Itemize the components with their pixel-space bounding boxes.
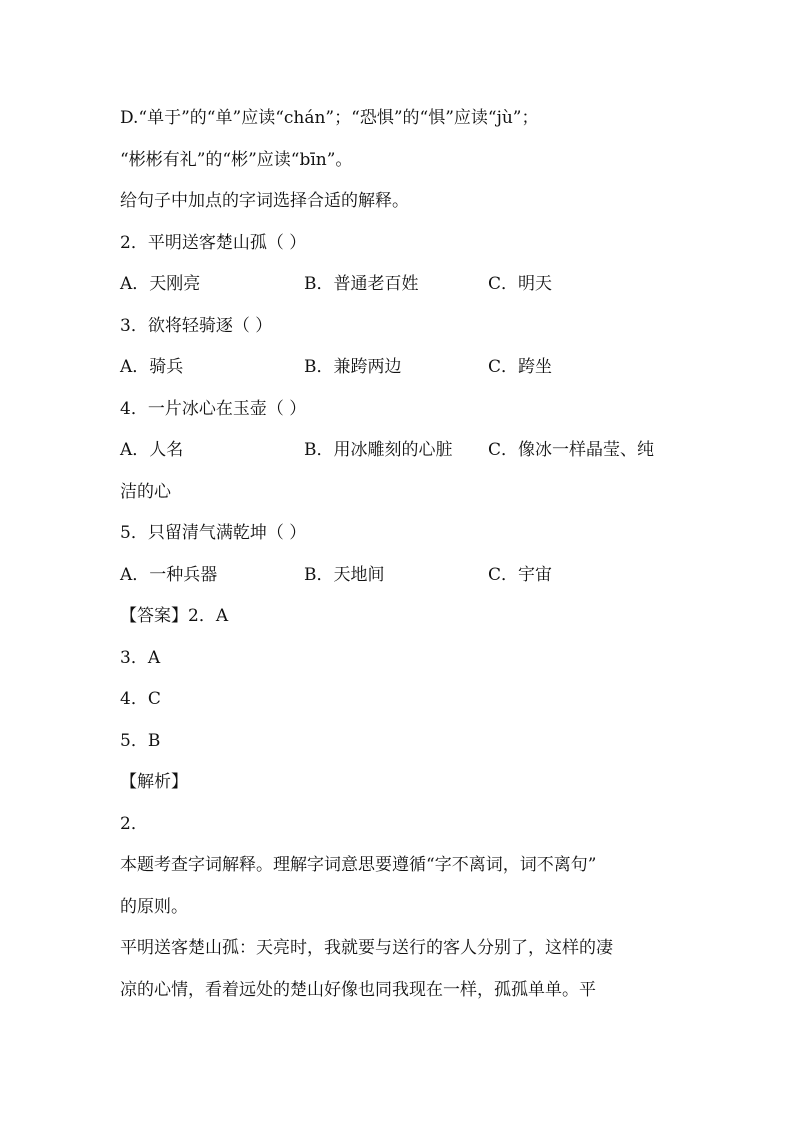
option-a: A．骑兵 (120, 357, 184, 377)
analysis-heading: 【解析】 (120, 772, 188, 792)
option-c: C．明天 (488, 274, 553, 294)
answer-item: 4．C (120, 689, 161, 709)
question-3-stem: 3．欲将轻骑逐（ ） (120, 316, 273, 336)
answer-heading: 【答案】2．A (120, 606, 229, 626)
answer-item: 5．B (120, 731, 161, 751)
analysis-number: 2． (120, 814, 148, 834)
option-c: C．像冰一样晶莹、纯 (488, 440, 655, 460)
analysis-paragraph-1: 本题考查字词解释。理解字词意思要遵循“字不离词，词不离句” (120, 855, 597, 875)
option-c: C．宇宙 (488, 565, 553, 585)
question-2-stem: 2．平明送客楚山孤（ ） (120, 233, 307, 253)
question-4-stem: 4．一片冰心在玉壶（ ） (120, 399, 307, 419)
instruction: 给句子中加点的字词选择合适的解释。 (120, 191, 409, 211)
analysis-paragraph-2: 平明送客楚山孤：天亮时，我就要与送行的客人分别了，这样的凄 (120, 938, 613, 958)
option-a: A．人名 (120, 440, 184, 460)
answer-item: 3．A (120, 648, 161, 668)
question-4-option-c-wrap: 洁的心 (120, 482, 171, 502)
question-5-stem: 5．只留清气满乾坤（ ） (120, 523, 307, 543)
option-a: A．一种兵器 (120, 565, 218, 585)
option-b: B．兼跨两边 (304, 357, 402, 377)
option-a: A．天刚亮 (120, 274, 201, 294)
option-b: B．普通老百姓 (304, 274, 419, 294)
option-b: B．天地间 (304, 565, 385, 585)
analysis-paragraph-1-cont: 的原则。 (120, 897, 188, 917)
prev-option-d-line2: “彬彬有礼”的“彬”应读“bīn”。 (120, 150, 353, 170)
analysis-paragraph-2-cont: 凉的心情，看着远处的楚山好像也同我现在一样，孤孤单单。平 (120, 980, 596, 1000)
prev-option-d-line1: D.“单于”的“单”应读“chán”；“恐惧”的“惧”应读“jù”； (120, 108, 539, 128)
option-c: C．跨坐 (488, 357, 553, 377)
option-b: B．用冰雕刻的心脏 (304, 440, 453, 460)
